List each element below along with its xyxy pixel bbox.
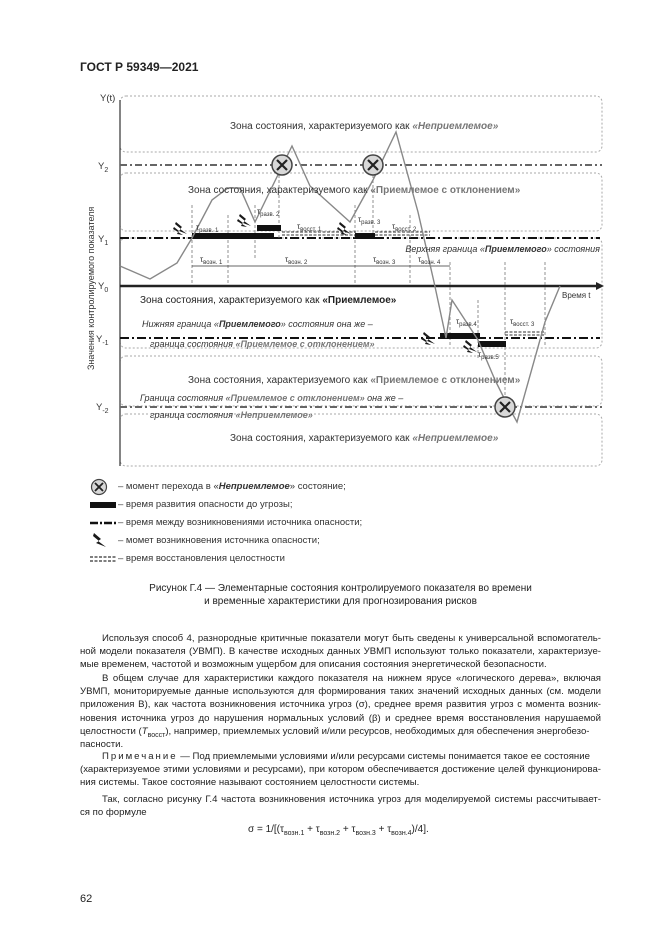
legend-text-restore: – время восстановления целостности [118,553,285,564]
p2-line: приложения В), как частота возникновения источника угроз (σ), среднее время развития угроз с момента возник- [80,699,601,711]
legend-text-development: – время развития опасности до угрозы; [118,499,293,510]
lower-boundary-label-a: Нижняя граница «Приемлемого» состояния она же – [142,319,373,329]
p1-line: Используя способ 4, разнородные критичные показатели могут быть сведены к универсальной вспомогатель- [102,633,601,644]
p2-line: УВМП, мониторируемые данные используются для формирования таких значений исходных данных (см. модели [80,686,601,698]
tau-vosst2: $\tau_{восст. 2}$ [392,222,417,233]
tau-razv5: $\tau_{разв.5}$ [478,350,499,361]
threat-bolt-icon-2 [237,214,251,227]
p1-line: мые временем, частотой и возможным ущербом для описания состояния энергетической безопасности. [80,659,547,671]
tau-razv4: $\tau_{разв.4}$ [456,317,477,328]
y-axis-title: Значения контролируемого показателя [86,206,96,370]
label-y1: $Y_1$ [98,234,109,247]
legend-text-crossmark: – момент перехода в «Неприемлемое» состояние; [118,481,346,492]
sigma-formula: $\sigma = 1/[(\tau_{возн.1} + \tau_{возн.2} + \tau_{возн.3} + \tau_{возн.4})/4]$. [248,824,429,837]
risk-state-figure [0,85,661,475]
tau-razv2: $\tau_{разв. 2}$ [257,207,280,218]
threat-bolt-icon-3 [337,222,351,235]
interval-razv3 [355,233,375,239]
threat-bolt-icon-1 [173,222,187,235]
crossmark-icon-1 [272,155,292,175]
note-label: Примечание [102,751,178,762]
tau-razv3: $\tau_{разв. 3}$ [358,215,381,226]
p3-line: ся по формуле [80,807,147,819]
zone-label-deviation-top: Зона состояния, характеризуемого как «Приемлемое с отклонением» [188,185,521,196]
p2-line: новения источника угроз до нарушения нормальных условий (β) и среднее время восстановления нарушаемой [80,712,601,724]
label-y2: $Y_2$ [98,161,109,174]
thick-bar-icon [90,496,116,514]
paragraph-3 [80,793,601,819]
p1-line: ной модели показателя (УВМП). В качестве исходных данных УВМП используют только показатели, характеризуе- [80,646,601,658]
note-line: ния системы. Такое состояние называют состоянием целостности системы. [80,777,420,789]
tau-vozn1: $\tau_{возн. 1}$ [200,255,223,266]
paragraph-1 [80,632,601,672]
legend-text-interval: – время между возникновениями источника опасности; [118,517,363,528]
lightning-bolt-icon [90,532,116,550]
crossmark-icon [90,478,116,496]
tau-vosst1: $\tau_{восст. 1}$ [297,222,322,233]
p3-line: Так, согласно рисунку Г.4 частота возникновения источника угроз для моделируемой системы рассчитывает- [102,794,601,805]
tau-vozn4: $\tau_{возн. 4}$ [418,255,441,266]
crossmark-icon-2 [363,155,383,175]
zone-label-unacceptable-top: Зона состояния, характеризуемого как «Неприемлемое» [230,121,499,132]
dash-dot-line-icon [90,514,116,532]
p2-line: В общем случае для характеристики каждого показателя на нижнем ярусе «логического дерева», включая [102,673,601,684]
zone-label-unacceptable-bottom: Зона состояния, характеризуемого как «Неприемлемое» [230,433,499,444]
interval-razv2 [257,225,281,231]
upper-boundary-label: Верхняя граница «Приемлемого» состояния [405,244,600,254]
x-axis-title: Время t [562,291,591,300]
p2-line: целостности $(T_{восст})$, например, приемлемых условий и/или ресурсов, необходимых для обеспечения энергобезо- [80,725,590,739]
border-label-a: Граница состояния «Приемлемое с отклонением» она же – [140,393,404,403]
crossmark-icon-3 [495,397,515,417]
label-ym2: $Y_{-2}$ [96,402,109,415]
threat-bolt-icon-5 [463,340,477,353]
zone-label-acceptable: Зона состояния, характеризуемого как «Приемлемое» [140,295,397,306]
note-line: (характеризуемое этими условиями и ресурсами), при котором обеспечивается достижение целей функционирова- [80,764,601,776]
document-header: ГОСТ Р 59349—2021 [80,60,199,74]
lower-boundary-label-b: граница состояния «Приемлемое с отклонением» [150,339,375,349]
zone-label-deviation-bottom: Зона состояния, характеризуемого как «Приемлемое с отклонением» [188,375,521,386]
interval-razv5 [478,341,506,347]
legend-text-bolt: – момет возникновения источника опасности; [118,535,320,546]
note-paragraph [80,750,601,790]
tau-razv1: $\tau_{разв. 1}$ [196,223,219,234]
label-ym1: $Y_{-1}$ [96,334,109,347]
paragraph-2 [80,672,601,751]
border-label-b: граница состояния «Неприемлемое» [150,410,313,420]
tau-vosst3: $\tau_{восст. 3}$ [510,317,535,328]
note-line: Примечание — Под приемлемыми условиями и/или ресурсами системы понимается такое ее состояние [102,751,590,762]
label-y0: $Y_0$ [98,281,109,294]
tau-vozn3: $\tau_{возн. 3}$ [373,255,396,266]
caption-line-1: Рисунок Г.4 — Элементарные состояния контролируемого показателя во времени [149,583,532,594]
time-guides [192,160,545,400]
x-axis-arrow [596,282,604,290]
caption-line-2: и временные характеристики для прогнозирования рисков [204,596,477,607]
tau-vozn2: $\tau_{возн. 2}$ [285,255,308,266]
double-dashed-line-icon [90,550,116,568]
y-axis-top-label: Y(t) [100,93,116,104]
figure-caption [80,582,601,608]
p2-line: пасности. [80,738,124,750]
page-number: 62 [80,893,93,905]
